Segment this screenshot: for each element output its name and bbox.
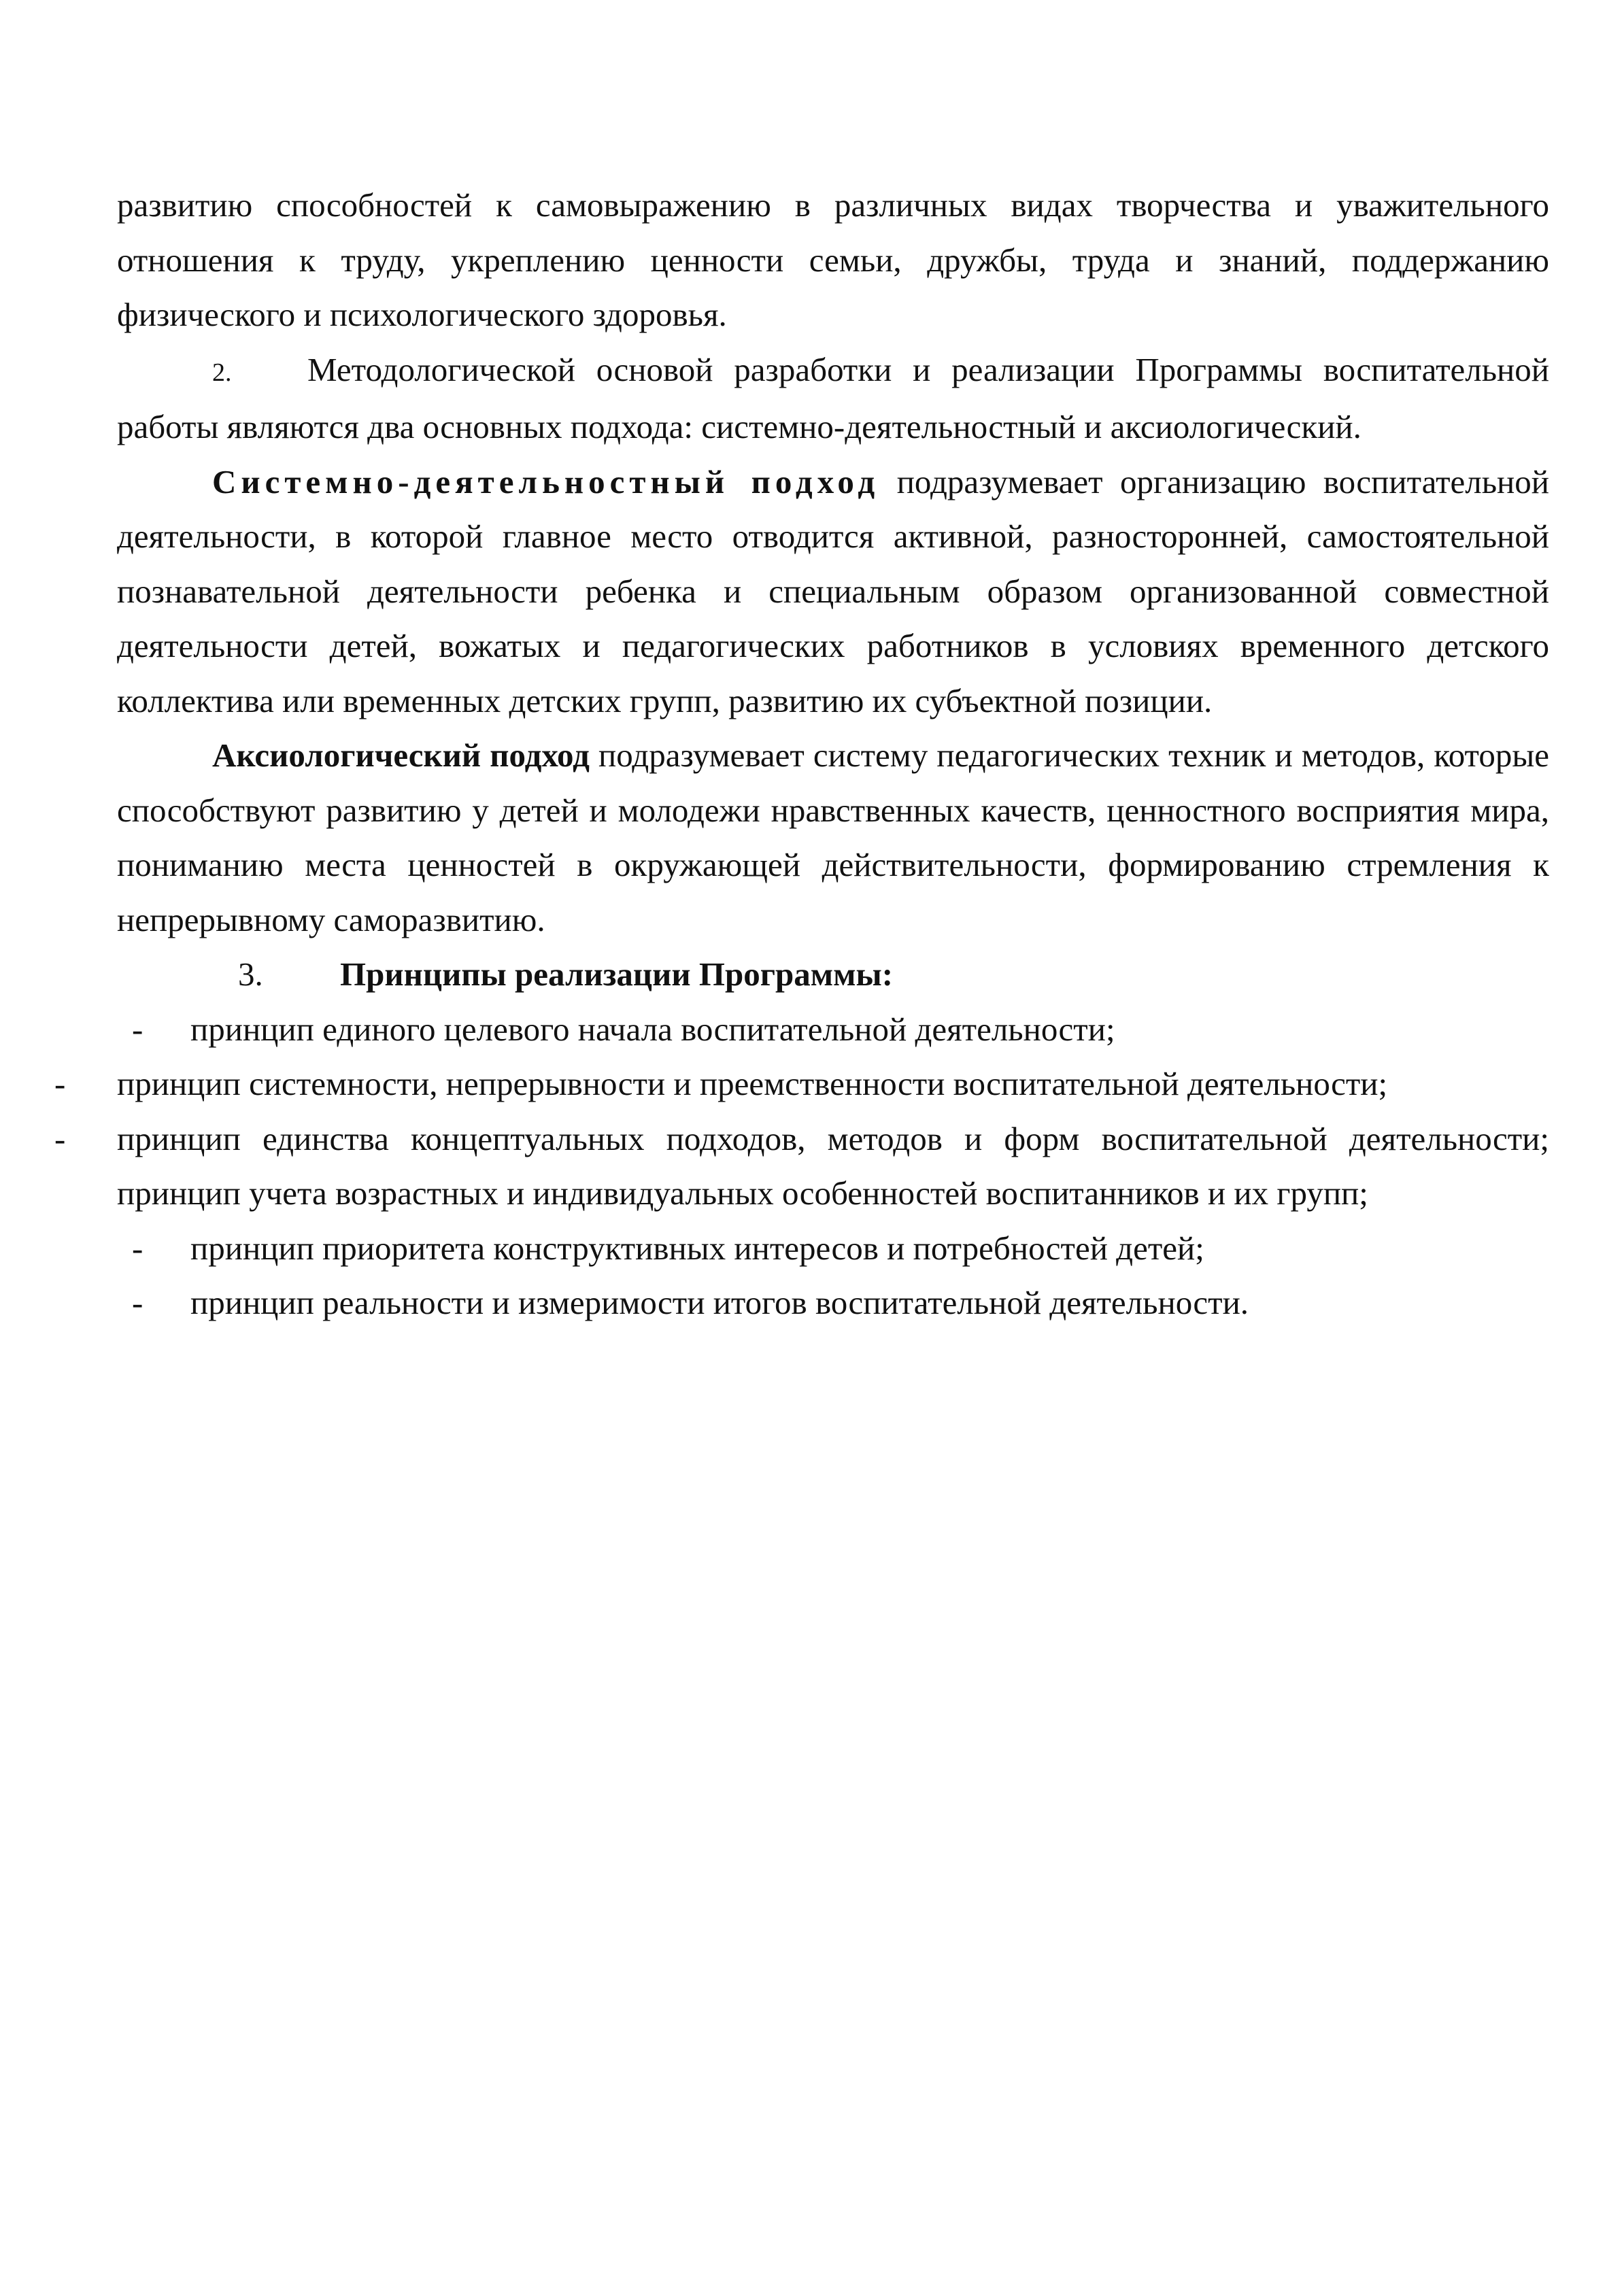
paragraph-text: подразумевает систему педагогических техник и методов, которые способствуют развитию у детей и молодежи нравственных качеств, ценностного восприятия мира, пониманию места ценностей в окружающей действительности, формированию стремления к непрерывному саморазвитию. xyxy=(117,736,1549,938)
term-system-activity-approach: Системно-деятельностный подход xyxy=(212,462,880,500)
list-dash: - xyxy=(54,1119,66,1157)
paragraph-continuation xyxy=(117,178,1549,343)
document-body xyxy=(54,178,1549,1331)
heading-number: 3. xyxy=(238,955,263,993)
paragraph-methodology xyxy=(117,343,1549,455)
list-dash: - xyxy=(54,1065,66,1102)
paragraph-number: 2. xyxy=(212,358,232,387)
section-heading-principles xyxy=(238,947,1549,1002)
list-item-text: принцип единства концептуальных подходов, методов и форм воспитательной деятельности; принцип учета возрастных и индивидуальных особенностей воспитанников и их групп; xyxy=(117,1119,1549,1212)
term-axiological-approach: Аксиологический подход xyxy=(212,736,590,774)
list-item-text: принцип реальности и измеримости итогов воспитательной деятельности. xyxy=(190,1284,1249,1321)
list-item xyxy=(117,1221,1549,1276)
heading-text: Принципы реализации Программы: xyxy=(340,955,894,993)
paragraph-system-activity-approach xyxy=(117,455,1549,729)
list-dash: - xyxy=(132,1284,143,1321)
list-dash: - xyxy=(132,1229,143,1267)
list-item xyxy=(54,1112,1549,1221)
paragraph-text: Методологической основой разработки и реализации Программы воспитательной работы являются два основных подхода: системно-деятельностный и аксиологический. xyxy=(117,350,1549,445)
paragraph-axiological-approach xyxy=(117,728,1549,947)
list-dash: - xyxy=(132,1010,143,1048)
list-item-text: принцип системности, непрерывности и преемственности воспитательной деятельности; xyxy=(117,1065,1388,1102)
list-item-text: принцип единого целевого начала воспитательной деятельности; xyxy=(190,1010,1115,1048)
list-item-text: принцип приоритета конструктивных интересов и потребностей детей; xyxy=(190,1229,1204,1267)
paragraph-text: подразумевает организацию воспитательной деятельности, в которой главное место отводится активной, разносторонней, самостоятельной познавательной деятельности ребенка и специальным образом организованной совместной деятельности детей, вожатых и педагогических работников в условиях временного детского коллектива или временных детских групп, развитию их субъектной позиции. xyxy=(117,462,1549,719)
paragraph-text: развитию способностей к самовыражению в различных видах творчества и уважительного отношения к труду, укреплению ценности семьи, дружбы, труда и знаний, поддержанию физического и психологического здоровья. xyxy=(117,186,1549,333)
list-item xyxy=(54,1057,1549,1112)
list-item xyxy=(117,1276,1549,1331)
list-item xyxy=(117,1002,1549,1057)
